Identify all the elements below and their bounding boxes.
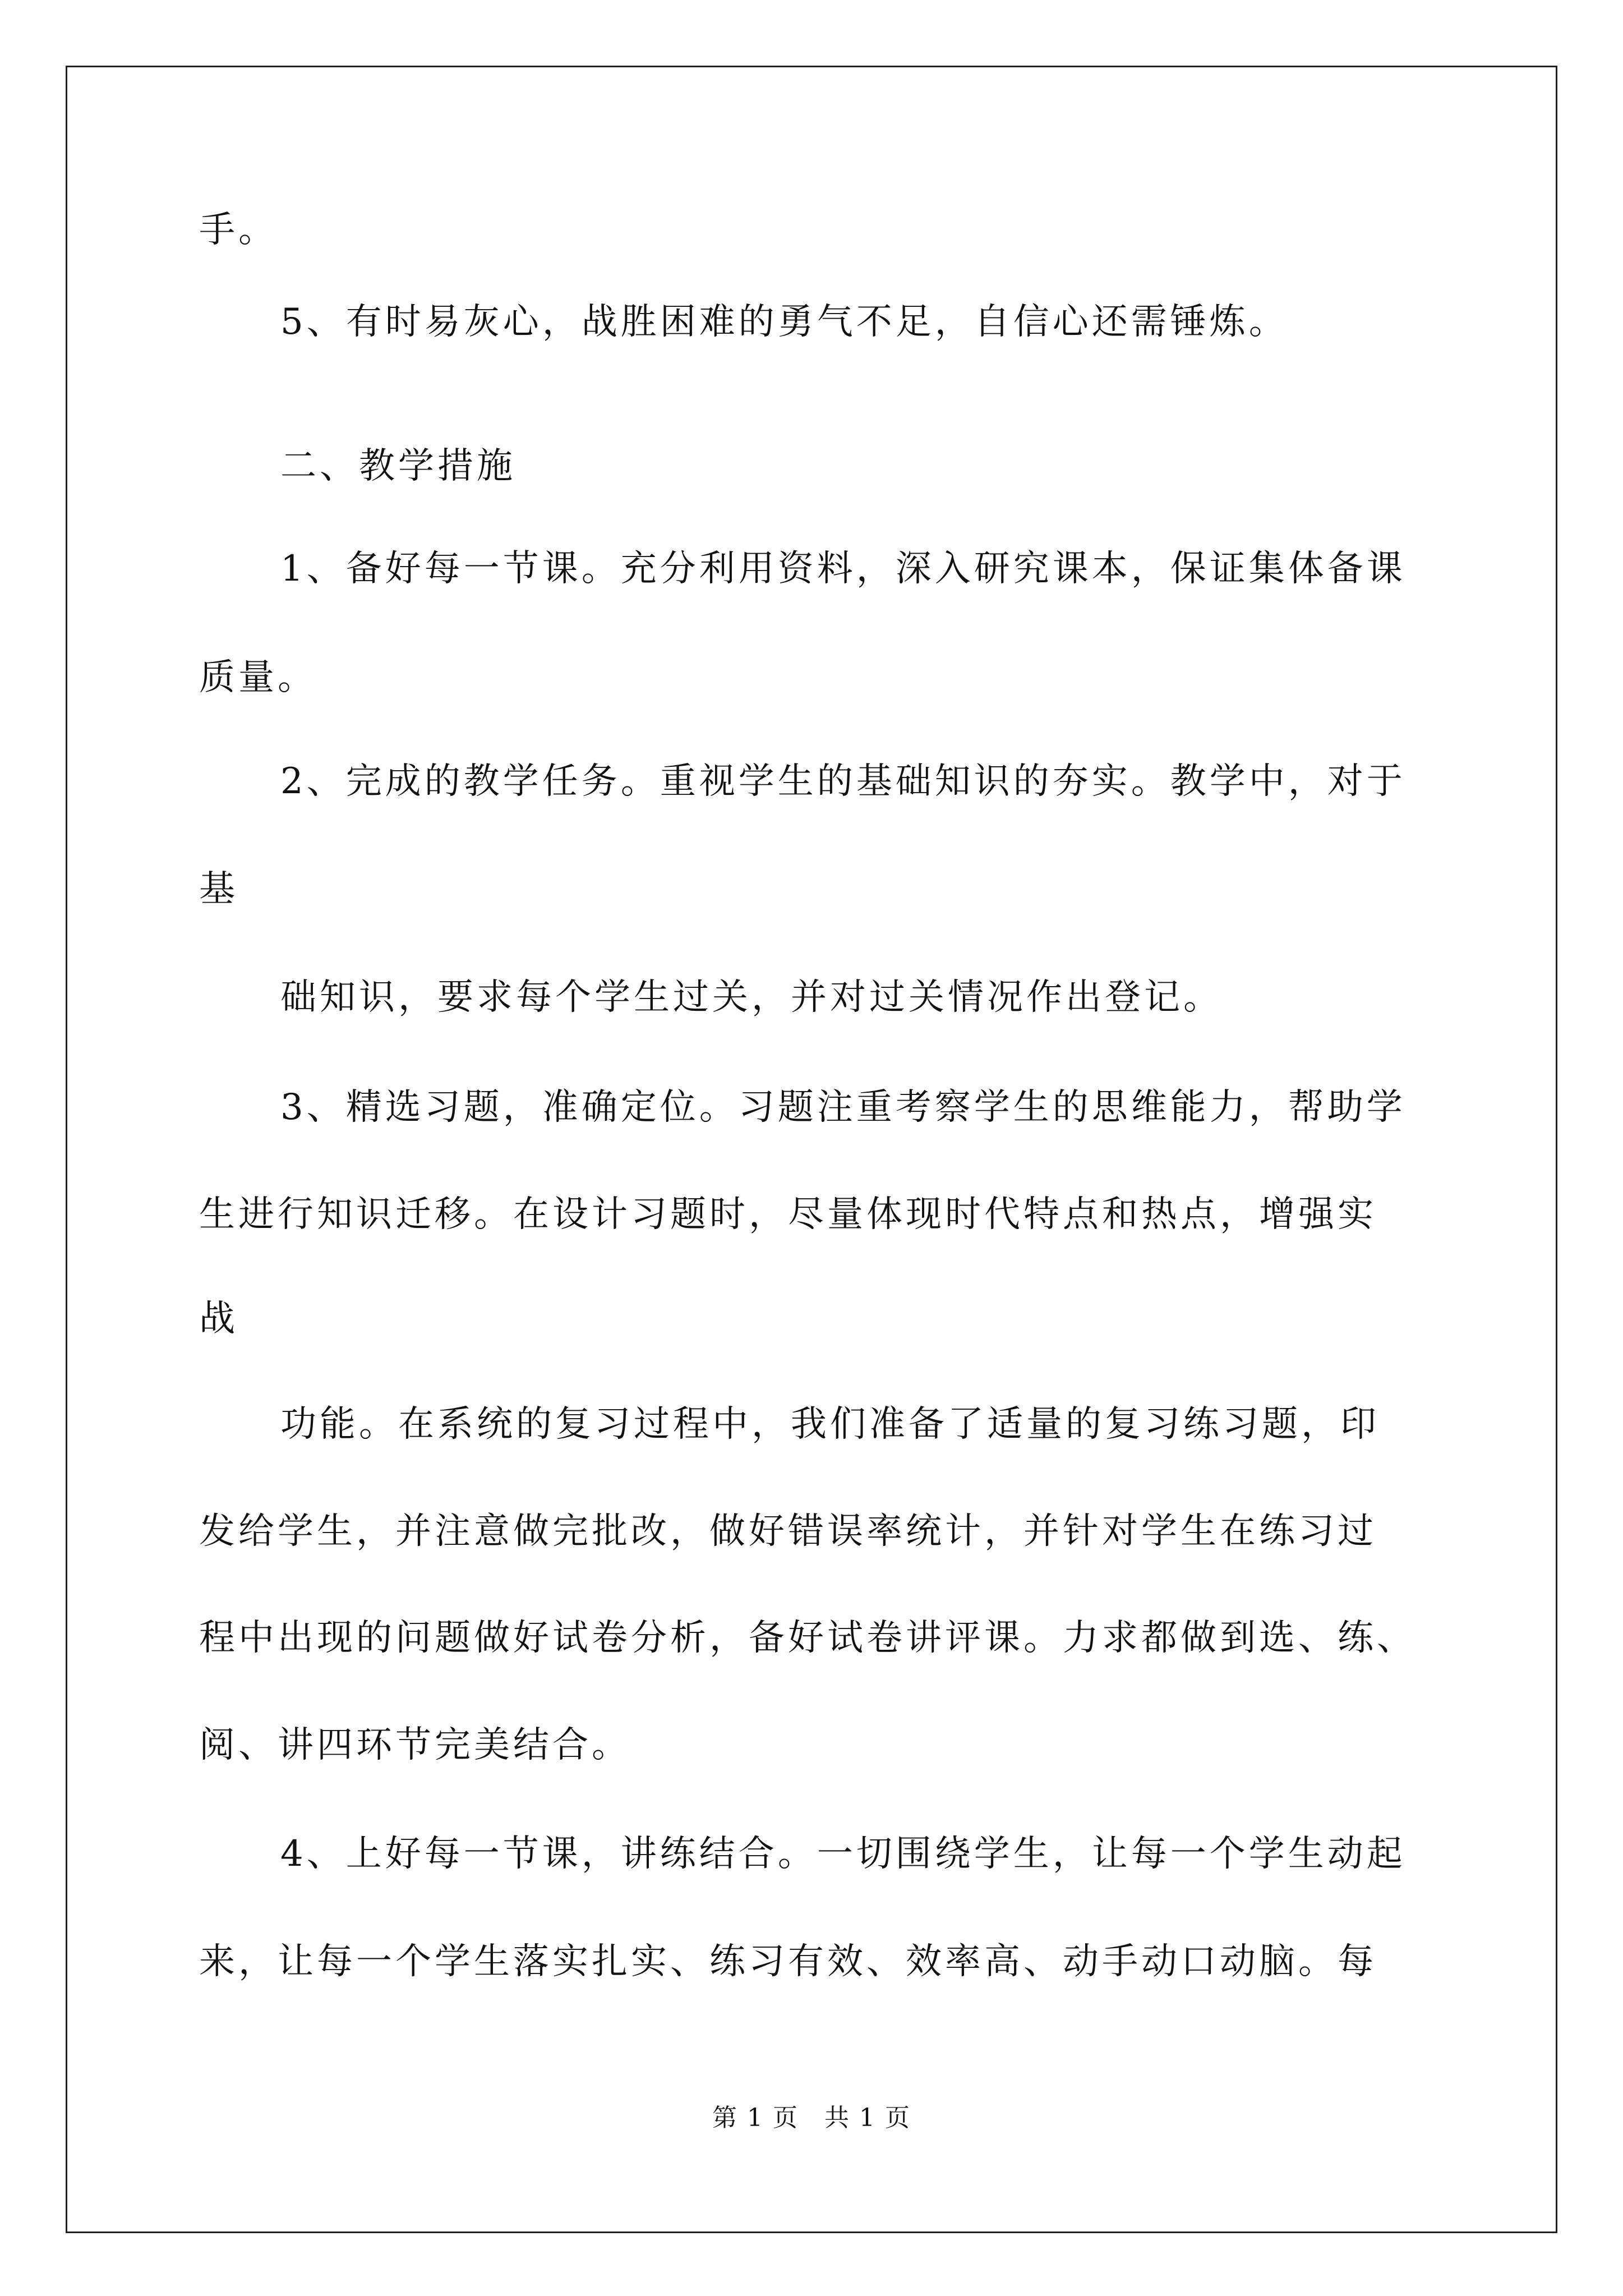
- text-line: 基: [199, 868, 238, 910]
- text-line: 3、精选习题，准确定位。习题注重考察学生的思维能力，帮助学: [280, 1087, 1406, 1128]
- text-line: 4、上好每一节课，讲练结合。一切围绕学生，让每一个学生动起: [280, 1833, 1406, 1875]
- text-line: 程中出现的问题做好试卷分析，备好试卷讲评课。力求都做到选、练、: [199, 1617, 1416, 1659]
- page-number-footer: 第 1 页 共 1 页: [712, 2104, 911, 2132]
- text-line: 5、有时易灰心，战胜困难的勇气不足，自信心还需锤炼。: [280, 301, 1288, 343]
- page-border: [66, 66, 1557, 2233]
- text-line: 阅、讲四环节完美结合。: [199, 1724, 631, 1766]
- text-line: 功能。在系统的复习过程中，我们准备了适量的复习练习题，印: [280, 1404, 1380, 1445]
- text-line: 来，让每一个学生落实扎实、练习有效、效率高、动手动口动脑。每: [199, 1941, 1377, 1982]
- text-line: 发给学生，并注意做完批改，做好错误率统计，并针对学生在练习过: [199, 1511, 1377, 1552]
- text-line: 质量。: [199, 657, 317, 698]
- text-line: 手。: [199, 209, 278, 251]
- text-line: 1、备好每一节课。充分利用资料，深入研究课本，保证集体备课: [280, 548, 1406, 590]
- text-line: 战: [199, 1298, 238, 1340]
- text-line: 础知识，要求每个学生过关，并对过关情况作出登记。: [280, 977, 1223, 1018]
- text-line: 生进行知识迁移。在设计习题时，尽量体现时代特点和热点，增强实: [199, 1194, 1377, 1235]
- text-line: 2、完成的教学任务。重视学生的基础知识的夯实。教学中，对于: [280, 761, 1406, 802]
- section-heading: 二、教学措施: [280, 445, 516, 487]
